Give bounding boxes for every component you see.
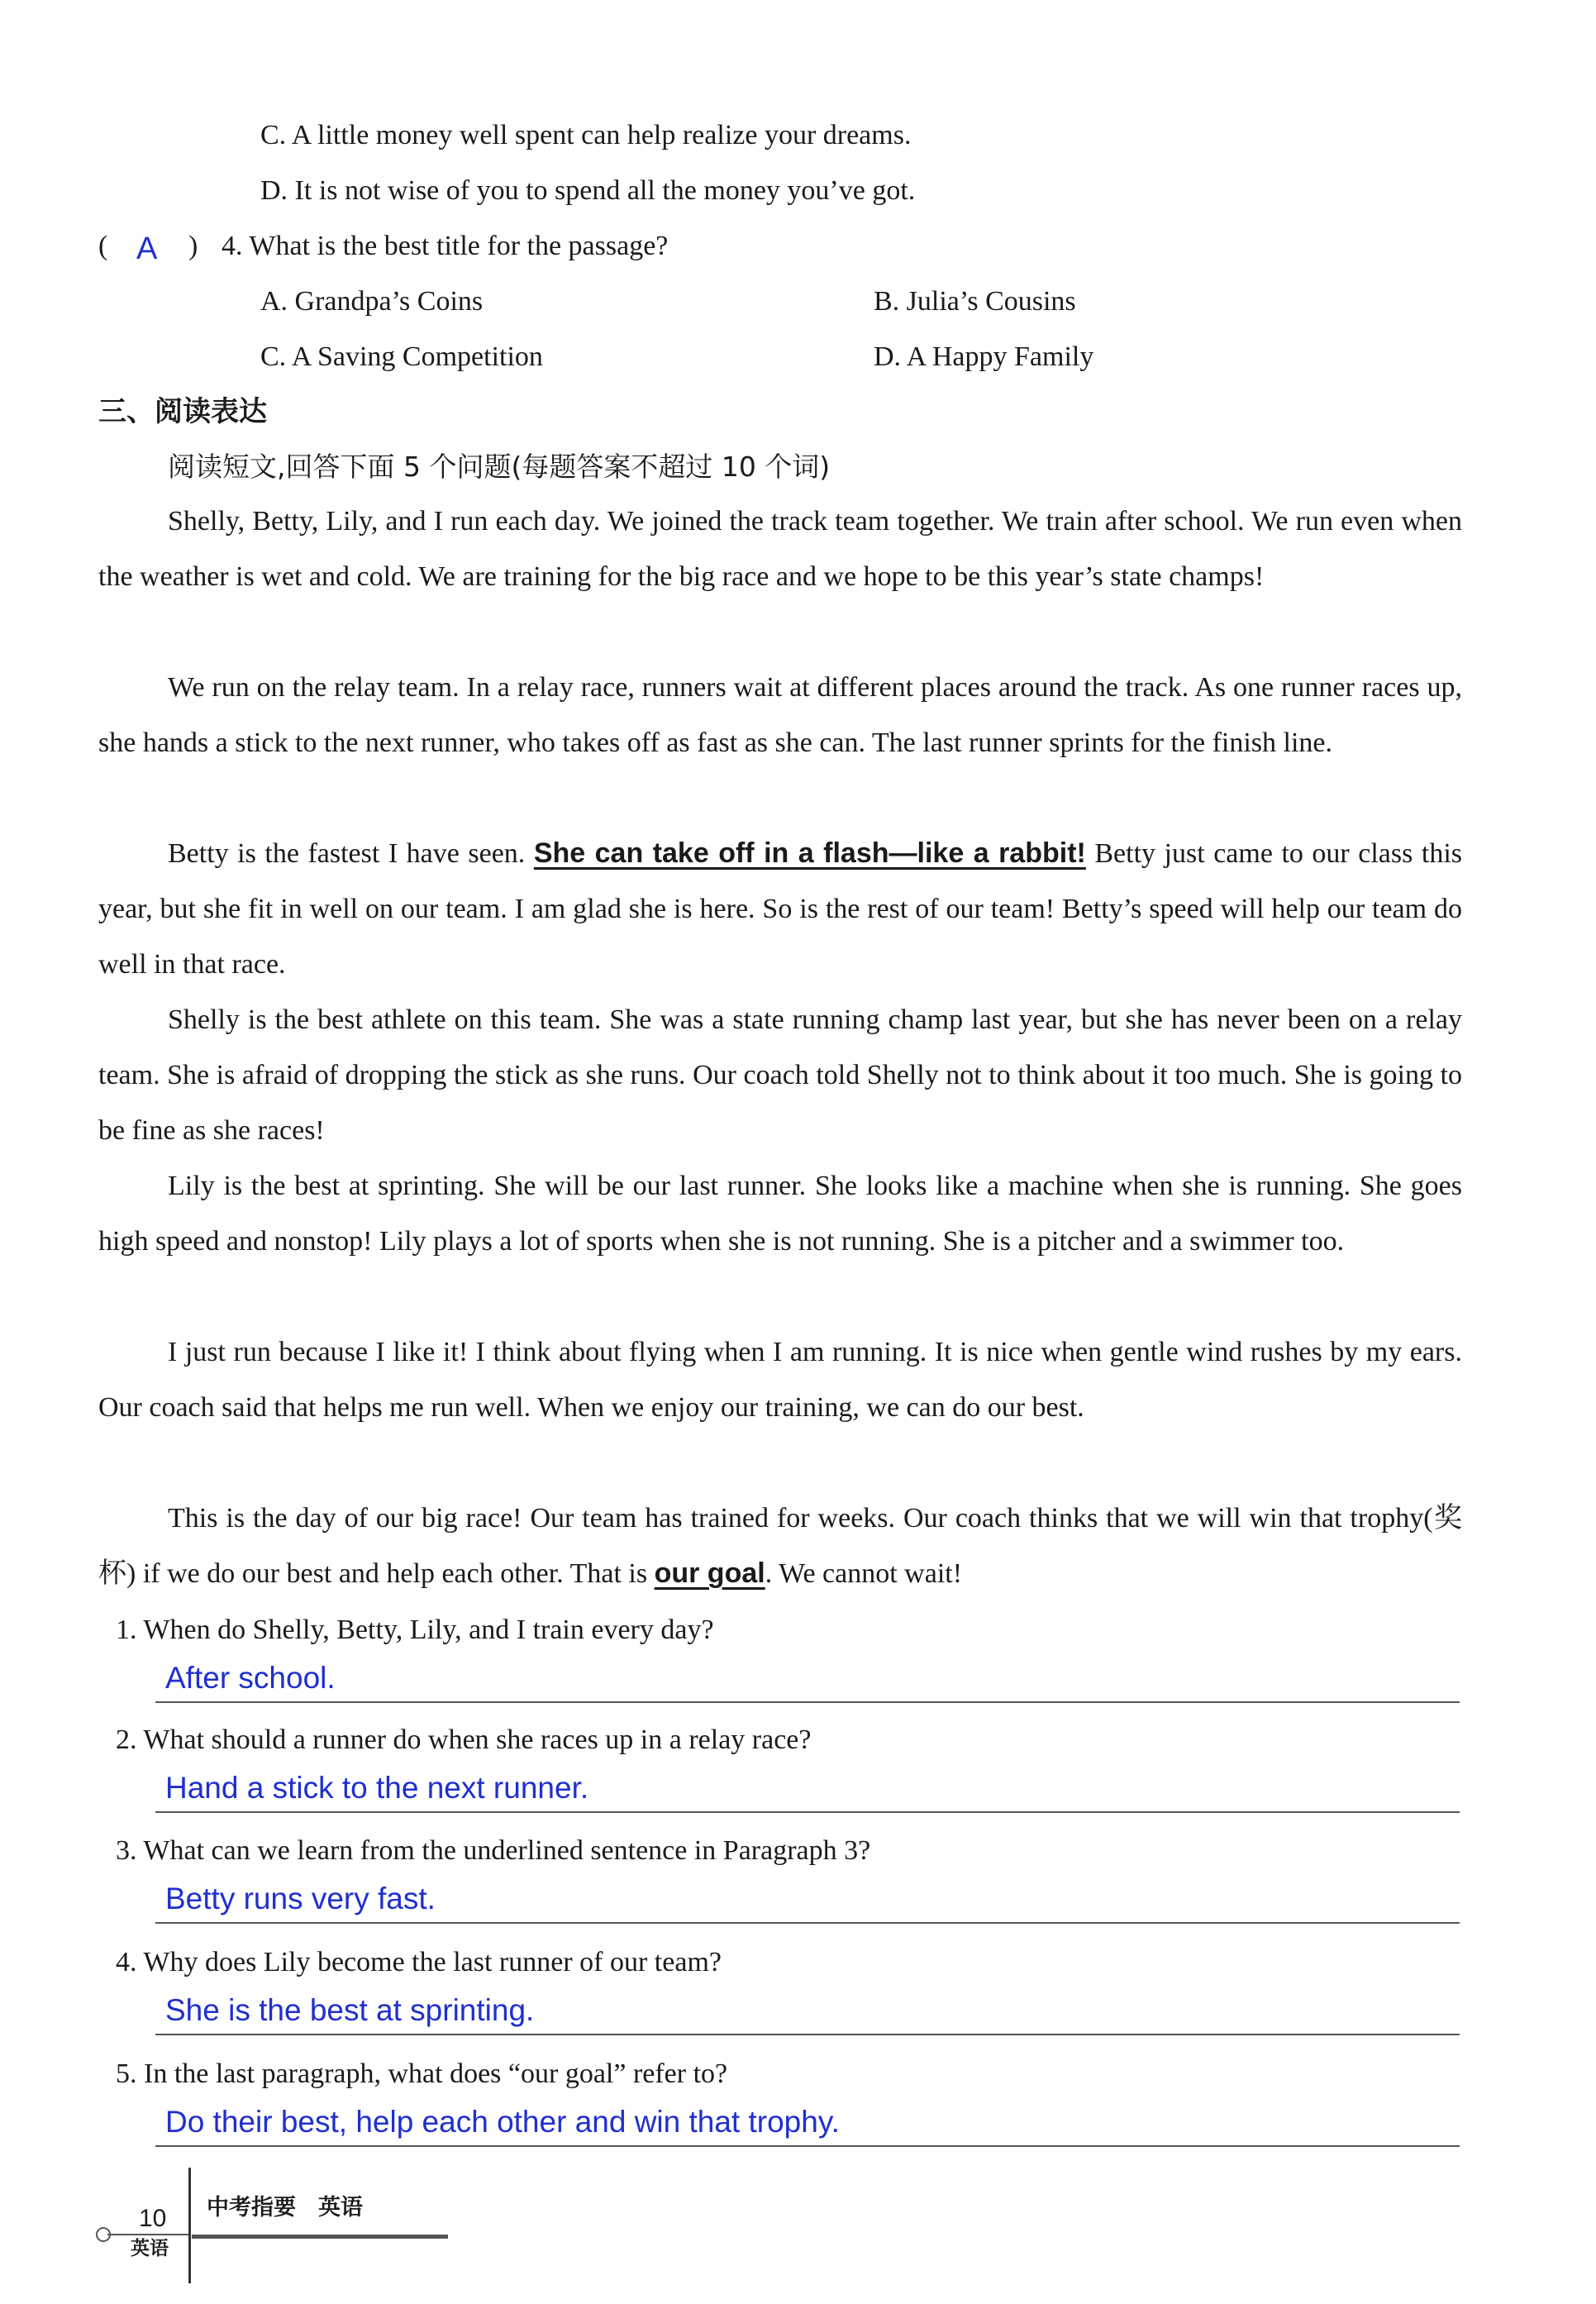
answer-line-5 — [155, 2145, 1460, 2147]
p3-text-before: Betty is the fastest I have seen. — [168, 838, 534, 869]
p7-underlined-phrase: our goal — [654, 1557, 765, 1589]
q4-option-a: A. Grandpa’s Coins — [260, 286, 484, 317]
passage-paragraph-5: Lily is the best at sprinting. She will be our last runner. She looks like a machine when she is running. She goes high speed and nonstop! Lily plays a lot of sports when she is not running. She is a pitcher and a swimmer too. — [98, 1171, 1462, 1257]
footer-book-title: 中考指要 英语 — [207, 2195, 363, 2221]
q4-stem: 4. What is the best title for the passage? — [222, 231, 669, 261]
passage-paragraph-6: I just run because I like it! I think about flying when I am running. It is nice when gentle wind rushes by my ears. Our coach said that helps me run well. When we enjoy our training, we can do our best. — [98, 1337, 1462, 1423]
q4-option-b: B. Julia’s Cousins — [874, 286, 1076, 317]
q4-option-d: D. A Happy Family — [874, 341, 1094, 372]
passage-paragraph-3 — [98, 826, 1462, 992]
question-1: 1. When do Shelly, Betty, Lily, and I train every day? — [116, 1615, 714, 1645]
question-5: 5. In the last paragraph, what does “our goal” refer to? — [116, 2058, 728, 2089]
option-c-previous: C. A little money well spent can help realize your dreams. — [260, 120, 912, 150]
q4-bracket-open: ( — [98, 231, 108, 261]
section-title: 三、阅读表达 — [98, 395, 267, 428]
passage-paragraph-7 — [98, 1491, 1462, 1601]
answer-3: Betty runs very fast. — [165, 1882, 436, 1915]
answer-line-4 — [155, 2034, 1460, 2035]
answer-line-3 — [155, 1922, 1460, 1924]
p3-underlined-sentence: She can take off in a flash—like a rabbit! — [533, 837, 1086, 869]
p3-text-after: Betty just came to our class this year, but she fit in well on our team. I am glad she is here. So is the rest of our team! Betty’s speed will help our team do well in that race. — [98, 838, 1462, 980]
footer-ornament-line — [107, 2234, 188, 2235]
q4-bracket-close: ) — [188, 231, 198, 261]
q4-handwritten-answer: A — [136, 231, 158, 266]
answer-2: Hand a stick to the next runner. — [165, 1771, 589, 1805]
section-instruction: 阅读短文,回答下面 5 个问题(每题答案不超过 10 个词) — [168, 451, 831, 483]
footer-vertical-rule — [188, 2168, 191, 2283]
p7-text-before: This is the day of our big race! Our team has trained for weeks. Our coach thinks that we will win that trophy(奖杯) if we do our best and help each other. That is — [98, 1503, 1462, 1589]
answer-1: After school. — [165, 1661, 336, 1695]
footer-subject: 英语 — [131, 2238, 169, 2259]
answer-line-1 — [155, 1701, 1460, 1703]
passage-paragraph-2: We run on the relay team. In a relay race, runners wait at different places around the track. As one runner races up, she hands a stick to the next runner, who takes off as fast as she can. The last runner sprints for the finish line. — [98, 672, 1462, 758]
question-2: 2. What should a runner do when she races up in a relay race? — [116, 1724, 812, 1755]
footer-horizontal-rule — [192, 2235, 448, 2239]
answer-line-2 — [155, 1811, 1460, 1813]
q4-option-c: C. A Saving Competition — [260, 341, 543, 372]
passage-paragraph-1: Shelly, Betty, Lily, and I run each day. We joined the track team together. We train after school. We run even when the weather is wet and cold. We are training for the big race and we hope to be this year’s state champs! — [98, 506, 1462, 592]
passage-paragraph-4: Shelly is the best athlete on this team. She was a state running champ last year, but she has never been on a relay team. She is afraid of dropping the stick as she runs. Our coach told Shelly not to think about it too much. She is going to be fine as she races! — [98, 1004, 1462, 1146]
answer-5: Do their best, help each other and win that trophy. — [165, 2105, 840, 2139]
footer-page-number: 10 — [139, 2205, 167, 2232]
option-d-previous: D. It is not wise of you to spend all the money you’ve got. — [260, 175, 916, 206]
question-4: 4. Why does Lily become the last runner of our team? — [116, 1947, 722, 1977]
p7-text-after: . We cannot wait! — [765, 1558, 963, 1589]
question-3: 3. What can we learn from the underlined sentence in Paragraph 3? — [116, 1835, 871, 1866]
answer-4: She is the best at sprinting. — [165, 1993, 535, 2027]
